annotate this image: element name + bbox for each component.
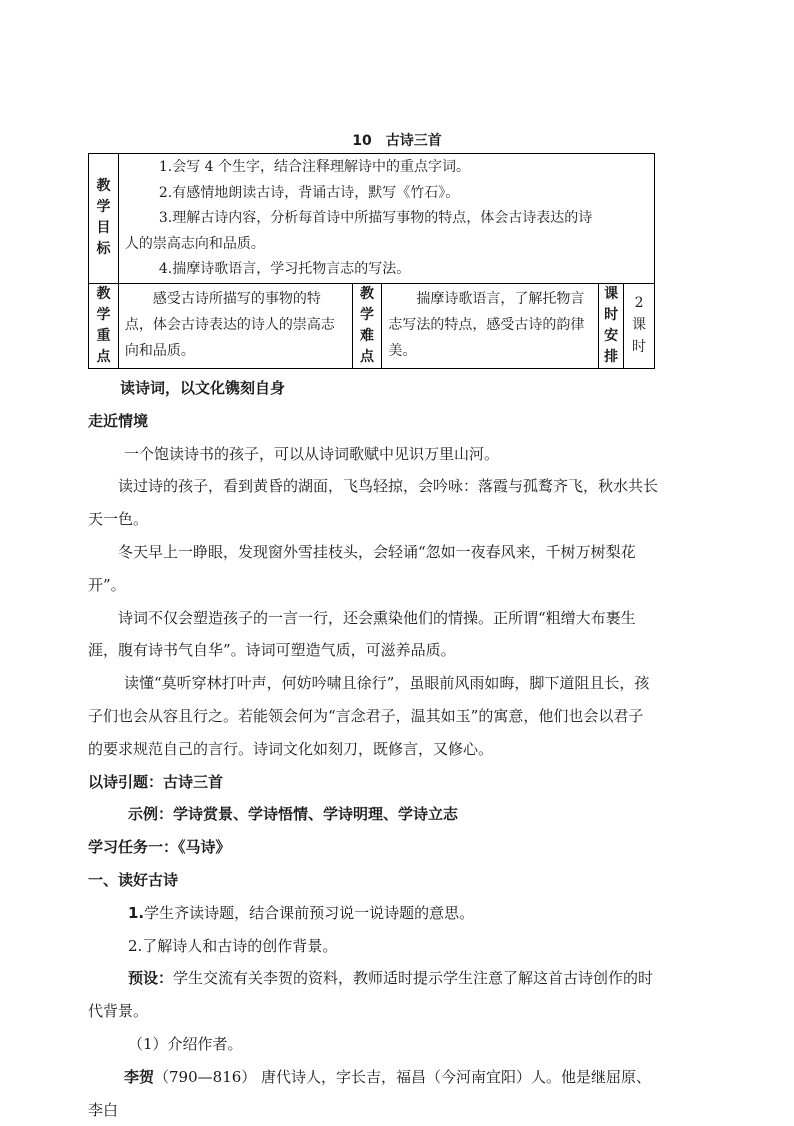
lesson-title [0,130,794,150]
goal-header-char: 标 [96,241,111,258]
paragraph: 诗词不仅会塑造孩子的一言一行，还会熏染他们的情操。正所谓“粗缯大布裹生涯，腹有诗书气自华”。诗词可塑造气质，可滋养品质。 [88,608,636,660]
preset-paragraph [88,962,658,1028]
author-paragraph [88,1061,658,1126]
hours-unit-char: 时 [632,338,647,355]
schedule-header-char: 安 [604,327,619,344]
motto-heading: 读诗词，以文化镌刻自身 [120,379,286,397]
schedule-header-char: 课 [604,285,619,302]
section-heading-context: 走近情境 [88,411,149,430]
section-heading-intro: 以诗引题：古诗三首 [88,772,224,791]
list-item-text: 学生齐读诗题，结合课前预习说一说诗题的意思。 [144,903,475,922]
difficulty-header-char: 教 [359,285,374,302]
goal-item: 2.有感情地朗读古诗，背诵古诗，默写《竹石》。 [158,184,460,201]
list-item: 2.了解诗人和古诗的创作背景。 [128,936,338,955]
key-header-char: 学 [96,306,111,323]
author-name: 李贺 [124,1067,155,1086]
lesson-title-text: 古诗三首 [385,133,442,149]
example-line: 示例：学诗赏景、学诗悟情、学诗明理、学诗立志 [128,805,459,824]
hours-value: 2 [634,294,644,311]
hours-unit-char: 课 [632,316,647,333]
sub-heading: （1）介绍作者。 [128,1034,243,1053]
list-item [88,897,658,930]
difficulty-header-char: 难 [359,327,374,344]
schedule-cell [624,283,655,368]
difficulty-header-char: 点 [359,348,374,365]
author-text: （790—816） 唐代诗人，字长吉，福昌（今河南宜阳）人。他是继屈原、李白 [88,1067,652,1119]
list-item-number: 1. [128,903,145,922]
task-heading: 学习任务一：《马诗》 [88,838,231,857]
difficulty-cell [382,283,599,368]
paragraph: 读过诗的孩子，看到黄昏的湖面，飞鸟轻掠，会吟咏：落霞与孤鹜齐飞，秋水共长天一色。 [88,477,659,529]
preset-text: 学生交流有关李贺的资料，教师适时提示学生注意了解这首古诗创作的时代背景。 [88,969,654,1021]
key-points-row [89,283,655,368]
key-header-char: 教 [96,285,111,302]
lesson-info-table [88,153,655,369]
goals-row [89,154,655,284]
goal-header-char: 目 [96,220,111,237]
key-points-cell [118,283,352,368]
goal-item: 4.揣摩诗歌语言，学习托物言志的写法。 [158,261,411,277]
key-header-char: 重 [96,327,111,344]
key-points-text: 感受古诗所描写的事物的特点，体会古诗表达的诗人的崇高志向和品质。 [124,290,335,359]
lesson-number: 10 [352,133,372,149]
key-header [89,283,119,368]
schedule-header-char: 时 [604,306,619,323]
goal-header [89,154,119,284]
paragraph: 冬天早上一睁眼，发现窗外雪挂枝头，会轻诵“忽如一夜春风来，千树万树梨花开”。 [88,542,636,594]
goal-item: 3.理解古诗内容，分析每首诗中所描写事物的特点，体会古诗表达的诗 [158,210,593,226]
difficulty-text: 揣摩诗歌语言，了解托物言志写法的特点，感受古诗的韵律美。 [388,290,585,359]
schedule-header [599,283,624,368]
schedule-hours [624,284,654,358]
lesson-body [88,372,658,1126]
paragraph: 一个饱读诗书的孩子，可以从诗词歌赋中见识万里山河。 [124,444,500,463]
preset-label: 预设： [128,969,174,988]
goal-header-char: 学 [96,199,111,216]
part-heading: 一、读好古诗 [88,870,179,889]
goals-cell [118,154,654,284]
goal-header-char: 教 [96,178,111,195]
difficulty-header [352,283,382,368]
schedule-header-char: 排 [604,348,619,365]
paragraph: 读懂“莫听穿林打叶声，何妨吟啸且徐行”，虽眼前风雨如晦，脚下道阻且长，孩子们也会从容且行之。若能领会何为“言念君子，温其如玉”的寓意，他们也会以君子的要求规范自己的言行。诗词文化如刻刀，既修言，又修心。 [88,674,650,758]
difficulty-header-char: 学 [359,306,374,323]
goal-item: 1.会写 4 个生字，结合注释理解诗中的重点字词。 [158,159,471,175]
goal-item: 人的崇高志向和品质。 [124,235,265,252]
key-header-char: 点 [96,348,111,365]
